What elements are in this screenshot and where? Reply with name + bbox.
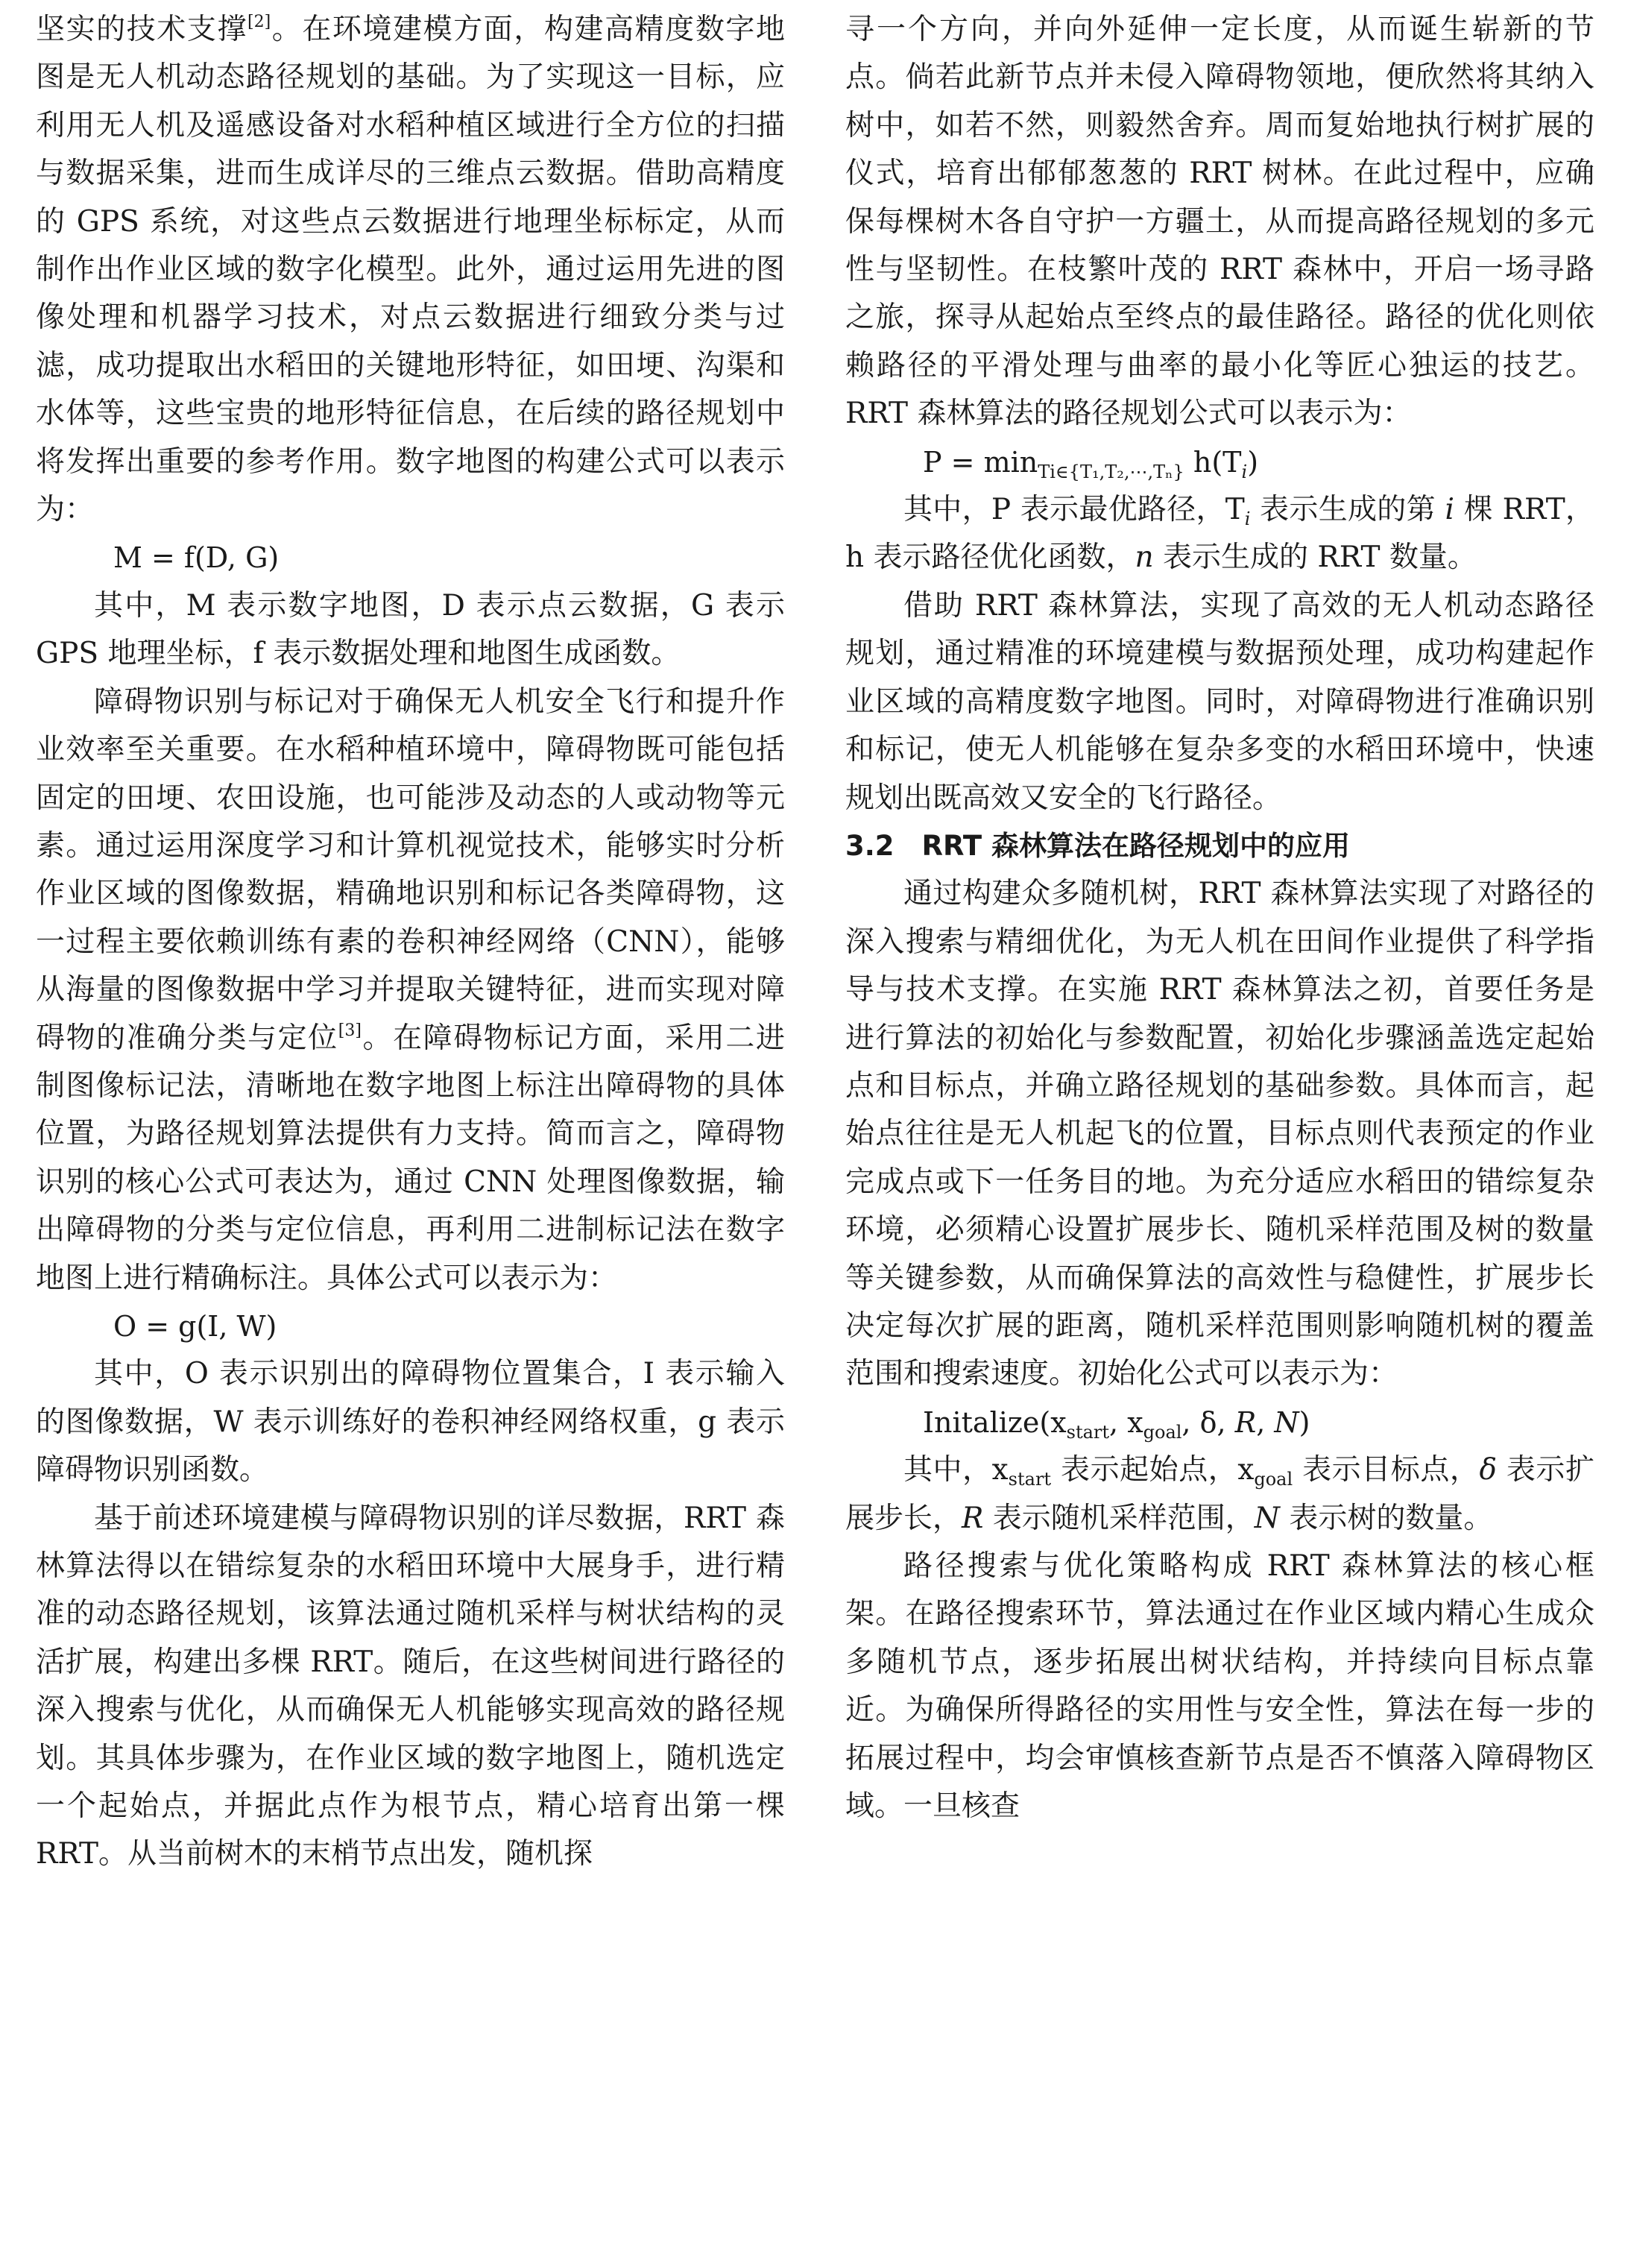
paragraph-summary: 借助 RRT 森林算法，实现了高效的无人机动态路径规划，通过精准的环境建模与数据预处理，成功构建起作业区域的高精度数字地图。同时，对障碍物进行准确识别和标记，使无人机能够在复杂多变的水稻田环境中，快速规划出既高效又安全的飞行路径。 (845, 588, 1594, 815)
italic-var: δ (1479, 1453, 1497, 1487)
eq-subscript: i (1241, 461, 1248, 482)
eq-part: P = min (923, 445, 1038, 479)
eq-part: , (1256, 1405, 1275, 1439)
paragraph-map-definitions: 其中，M 表示数字地图，D 表示点云数据，G 表示 GPS 地理坐标，f 表示数据处理和地图生成函数。 (36, 588, 785, 671)
text-segment: 表示扩展步长， (845, 1453, 1594, 1535)
italic-var: R (962, 1501, 984, 1535)
text-segment: 棵 RRT，h 表示路径优化函数， (845, 493, 1594, 575)
paragraph-obstacle-recognition (36, 678, 785, 1302)
text-segment: 表示生成的 RRT 数量。 (1153, 541, 1477, 575)
text-segment: 。在障碍物标记方面，采用二进制图像标记法，清晰地在数字地图上标注出障碍物的具体位置，为路径规划算法提供有力支持。简而言之，障碍物识别的核心公式可表达为，通过 CNN 处理图像数据，输出障碍物的分类与定位信息，再利用二进制标记法在数字地图上进行精确标注。具体公式可以表示为： (36, 1021, 785, 1295)
paragraph-init-definitions (845, 1446, 1594, 1543)
italic-var: n (1135, 541, 1154, 575)
paragraph-rrt-forest-steps: 基于前述环境建模与障碍物识别的详尽数据，RRT 森林算法得以在错综复杂的水稻田环境中大展身手，进行精准的动态路径规划，该算法通过随机采样与树状结构的灵活扩展，构建出多棵 RRT。随后，在这些树间进行路径的深入搜索与优化，从而确保无人机能够实现高效的路径规划。其具体步骤为，在作业区域的数字地图上，随机选定一个起始点，并据此点作为根节点，精心培育出第一棵 RRT。从当前树木的末梢节点出发，随机探 (36, 1501, 785, 1871)
eq-subscript: start (1066, 1421, 1110, 1443)
right-column (845, 6, 1594, 1830)
italic-var: N (1254, 1501, 1280, 1535)
text-segment: 其中，P 表示最优路径，T (903, 493, 1245, 527)
equation-digital-map: M = f(D, G) (113, 541, 280, 575)
subscript: start (1008, 1469, 1052, 1490)
subscript: i (1244, 508, 1251, 530)
paragraph-initialization: 通过构建众多随机树，RRT 森林算法实现了对路径的深入搜索与精细优化，为无人机在田间作业提供了科学指导与技术支撑。在实施 RRT 森林算法之初，首要任务是进行算法的初始化与参数配置，初始化步骤涵盖选定起始点和目标点，并确立路径规划的基础参数。具体而言，起始点往往是无人机起飞的位置，目标点则代表预定的作业完成点或下一任务目的地。为充分适应水稻田的错综复杂环境，必须精心设置扩展步长、随机采样范围及树的数量等关键参数，从而确保算法的高效性与稳健性，扩展步长决定每次扩展的距离，随机采样范围则影响随机树的覆盖范围和搜索速度。初始化公式可以表示为： (845, 877, 1594, 1391)
text-segment: 表示随机采样范围， (983, 1501, 1255, 1535)
paragraph-environment-modeling (36, 6, 785, 534)
eq-part: , δ, (1181, 1405, 1235, 1439)
italic-var: N (1274, 1405, 1299, 1439)
text-segment: 坚实的技术支撑 (36, 13, 248, 46)
text-segment: 表示起始点，x (1051, 1453, 1255, 1487)
text-segment: 表示生成的第 (1250, 493, 1445, 527)
equation-path-planning (923, 438, 1594, 486)
text-segment: 表示树的数量。 (1279, 1501, 1493, 1535)
paragraph-path-definitions (845, 486, 1594, 582)
eq-part: ) (1247, 445, 1259, 479)
eq-part: h(T (1184, 445, 1242, 479)
section-heading: 3.2 RRT 森林算法在路径规划中的应用 (845, 829, 1350, 862)
text-segment: 。在环境建模方面，构建高精度数字地图是无人机动态路径规划的基础。为了实现这一目标，应利用无人机及遥感设备对水稻种植区域进行全方位的扫描与数据采集，进而生成详尽的三维点云数据。借助高精度的 GPS 系统，对这些点云数据进行地理坐标标定，从而制作出作业区域的数字化模型。此外，通过运用先进的图像处理和机器学习技术，对点云数据进行细致分类与过滤，成功提取出水稻田的关键地形特征，如田埂、沟渠和水体等，这些宝贵的地形特征信息，在后续的路径规划中将发挥出重要的参考作用。数字地图的构建公式可以表示为： (36, 13, 785, 527)
text-segment: 其中，x (903, 1453, 1009, 1487)
eq-part: ) (1299, 1405, 1310, 1439)
citation-ref[interactable]: [3] (338, 1021, 362, 1040)
subscript: goal (1254, 1469, 1293, 1490)
text-segment: 表示目标点， (1293, 1453, 1480, 1487)
text-segment: 障碍物识别与标记对于确保无人机安全飞行和提升作业效率至关重要。在水稻种植环境中，障碍物既可能包括固定的田埂、农田设施，也可能涉及动态的人或动物等元素。通过运用深度学习和计算机视觉技术，能够实时分析作业区域的图像数据，精确地识别和标记各类障碍物，这一过程主要依赖训练有素的卷积神经网络（CNN），能够从海量的图像数据中学习并提取关键特征，进而实现对障碍物的准确分类与定位 (36, 684, 785, 1055)
left-column (36, 6, 785, 1879)
equation-initialize (923, 1399, 1594, 1446)
citation-ref[interactable]: [2] (247, 13, 271, 31)
eq-subscript: Ti∈{T₁,T₂,⋯,Tₙ} (1038, 461, 1184, 482)
paragraph-search-optimization: 路径搜索与优化策略构成 RRT 森林算法的核心框架。在路径搜索环节，算法通过在作业区域内精心生成众多随机节点，逐步拓展出树状结构，并持续向目标点靠近。为确保所得路径的实用性与安全性，算法在每一步的拓展过程中，均会审慎核查新节点是否不慎落入障碍物区域。一旦核查 (845, 1549, 1594, 1824)
eq-subscript: goal (1143, 1421, 1182, 1443)
paragraph-obstacle-definitions: 其中，O 表示识别出的障碍物位置集合，I 表示输入的图像数据，W 表示训练好的卷积神经网络权重，g 表示障碍物识别函数。 (36, 1357, 785, 1487)
equation-obstacle: O = g(I, W) (113, 1309, 277, 1343)
italic-var: R (1234, 1405, 1257, 1439)
eq-part: Initalize(x (923, 1405, 1067, 1439)
eq-part: , x (1109, 1405, 1143, 1439)
italic-var: i (1445, 493, 1455, 527)
paragraph-rrt-expansion: 寻一个方向，并向外延伸一定长度，从而诞生崭新的节点。倘若此新节点并未侵入障碍物领地，便欣然将其纳入树中，如若不然，则毅然舍弃。周而复始地执行树扩展的仪式，培育出郁郁葱葱的 RRT 树林。在此过程中，应确保每棵树木各自守护一方疆土，从而提高路径规划的多元性与坚韧性。在枝繁叶茂的 RRT 森林中，开启一场寻路之旅，探寻从起始点至终点的最佳路径。路径的优化则依赖路径的平滑处理与曲率的最小化等匠心独运的技艺。RRT 森林算法的路径规划公式可以表示为： (845, 13, 1594, 431)
